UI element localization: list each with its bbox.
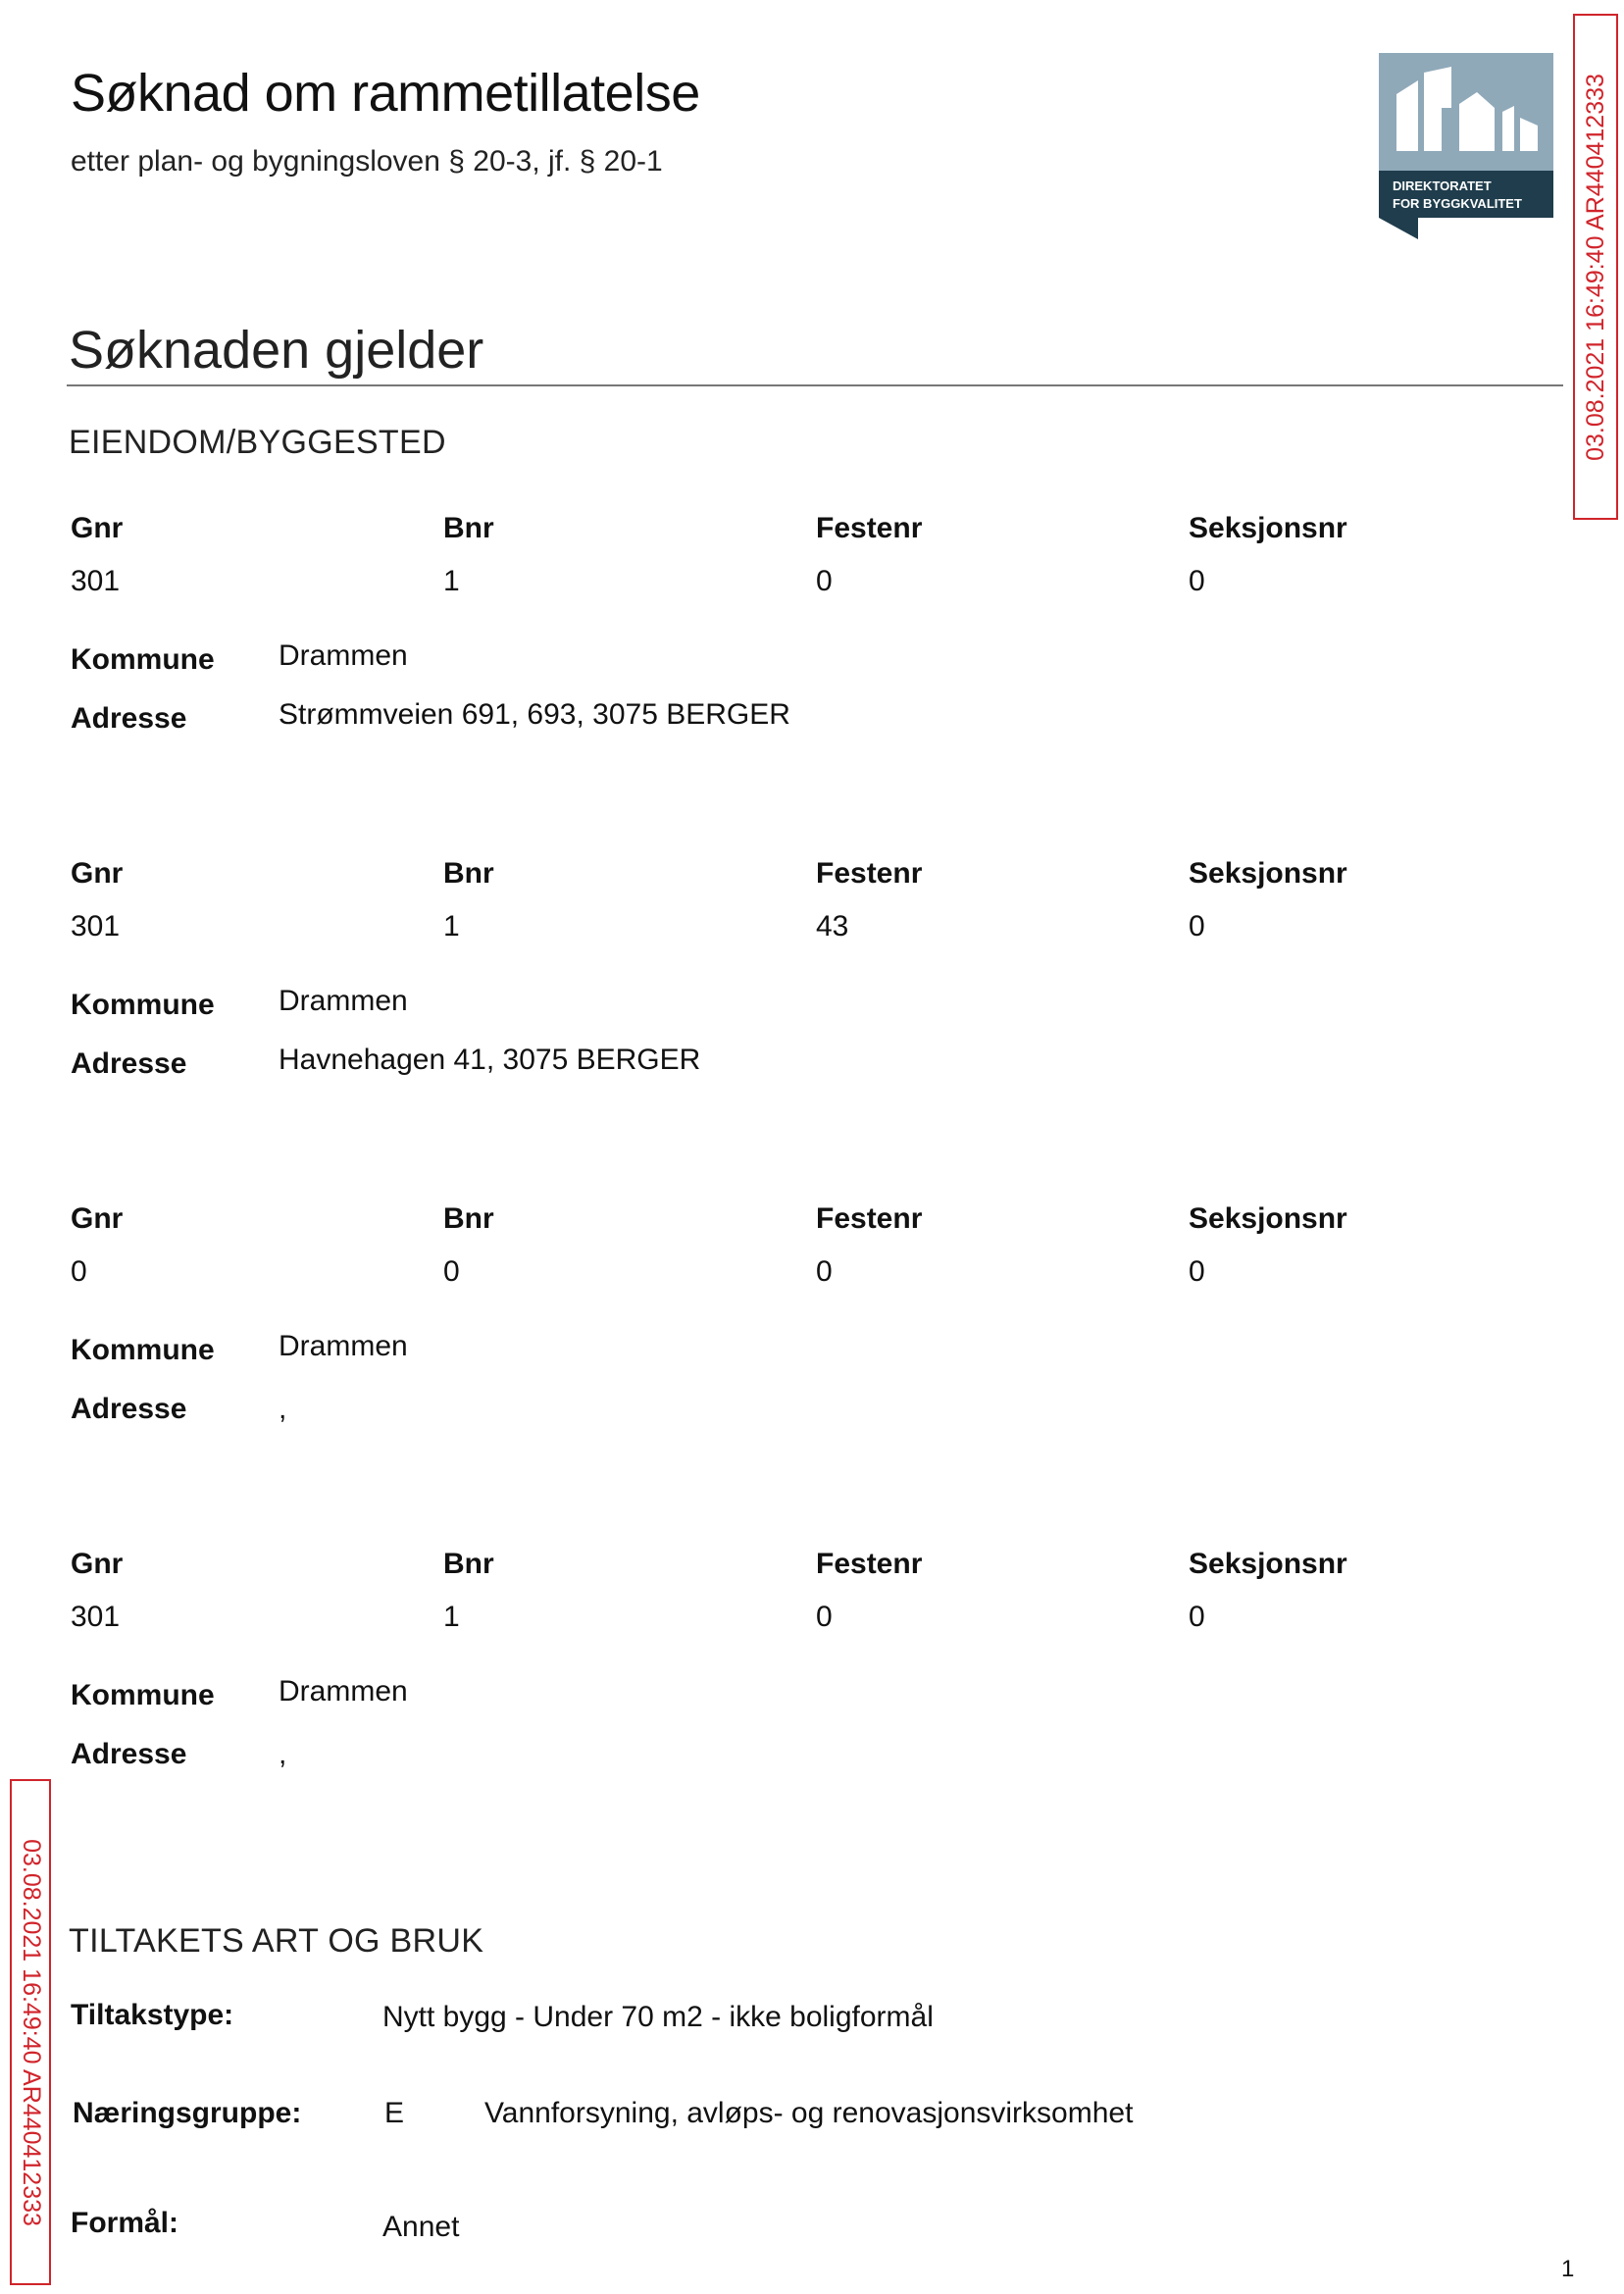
- kommune-label: Kommune: [71, 989, 215, 1021]
- adresse-value: Havnehagen 41, 3075 BERGER: [279, 1044, 701, 1076]
- col-label-gnr: Gnr: [71, 1548, 124, 1580]
- seksjonsnr-value: 0: [1189, 565, 1205, 597]
- adresse-label: Adresse: [71, 1738, 187, 1770]
- col-label-bnr: Bnr: [443, 1548, 494, 1580]
- col-label-bnr: Bnr: [443, 857, 494, 890]
- naeringsgruppe-label: Næringsgruppe:: [73, 2097, 302, 2129]
- festenr-value: 0: [816, 1601, 833, 1633]
- col-label-gnr: Gnr: [71, 512, 124, 544]
- kommune-label: Kommune: [71, 1334, 215, 1366]
- adresse-value: ,: [279, 1738, 287, 1770]
- bnr-value: 1: [443, 565, 460, 597]
- formal-label: Formål:: [71, 2207, 179, 2239]
- seksjonsnr-value: 0: [1189, 1255, 1205, 1288]
- kommune-value: Drammen: [279, 1675, 408, 1708]
- bnr-value: 1: [443, 910, 460, 943]
- col-label-festenr: Festenr: [816, 857, 923, 890]
- col-label-festenr: Festenr: [816, 512, 923, 544]
- kommune-value: Drammen: [279, 1330, 408, 1362]
- gnr-value: 0: [71, 1255, 87, 1288]
- section-title: Søknaden gjelder: [69, 321, 484, 380]
- festenr-value: 0: [816, 1255, 833, 1288]
- col-label-festenr: Festenr: [816, 1202, 923, 1235]
- naeringsgruppe-value: Vannforsyning, avløps- og renovasjonsvirksomhet: [484, 2097, 1134, 2129]
- timestamp-stamp-right: [1573, 14, 1618, 520]
- col-label-seksjonsnr: Seksjonsnr: [1189, 857, 1347, 890]
- stamp-text: 03.08.2021 16:49:40 AR440412333: [1581, 73, 1609, 461]
- page-title: Søknad om rammetillatelse: [71, 64, 700, 123]
- col-label-gnr: Gnr: [71, 1202, 124, 1235]
- col-label-seksjonsnr: Seksjonsnr: [1189, 1548, 1347, 1580]
- adresse-label: Adresse: [71, 1047, 187, 1080]
- logo-text-2: FOR BYGGKVALITET: [1393, 196, 1522, 211]
- kommune-value: Drammen: [279, 985, 408, 1017]
- kommune-value: Drammen: [279, 639, 408, 672]
- stamp-text: 03.08.2021 16:49:40 AR440412333: [17, 1838, 45, 2226]
- tiltak-heading: TILTAKETS ART OG BRUK: [69, 1922, 484, 1960]
- tiltakstype-label: Tiltakstype:: [71, 1999, 234, 2031]
- gnr-value: 301: [71, 910, 121, 943]
- col-label-seksjonsnr: Seksjonsnr: [1189, 1202, 1347, 1235]
- page-subtitle: etter plan- og bygningsloven § 20-3, jf. § 20-1: [71, 145, 663, 178]
- kommune-label: Kommune: [71, 643, 215, 676]
- kommune-label: Kommune: [71, 1679, 215, 1711]
- property-heading: EIENDOM/BYGGESTED: [69, 424, 446, 461]
- dibk-logo: [1379, 53, 1553, 239]
- bnr-value: 0: [443, 1255, 460, 1288]
- gnr-value: 301: [71, 1601, 121, 1633]
- seksjonsnr-value: 0: [1189, 910, 1205, 943]
- gnr-value: 301: [71, 565, 121, 597]
- festenr-value: 43: [816, 910, 849, 943]
- timestamp-stamp-left: [10, 1779, 51, 2285]
- logo-text-1: DIREKTORATET: [1393, 178, 1492, 193]
- col-label-bnr: Bnr: [443, 1202, 494, 1235]
- tiltakstype-value: Nytt bygg - Under 70 m2 - ikke boligformål: [382, 2001, 934, 2033]
- dibk-logo-graphic: [1379, 53, 1553, 239]
- adresse-value: ,: [279, 1393, 287, 1425]
- adresse-label: Adresse: [71, 702, 187, 735]
- col-label-gnr: Gnr: [71, 857, 124, 890]
- page-number: 1: [1561, 2256, 1575, 2282]
- section-divider: [67, 384, 1563, 386]
- col-label-festenr: Festenr: [816, 1548, 923, 1580]
- bnr-value: 1: [443, 1601, 460, 1633]
- adresse-value: Strømmveien 691, 693, 3075 BERGER: [279, 698, 790, 731]
- naeringsgruppe-code: E: [384, 2097, 405, 2129]
- festenr-value: 0: [816, 565, 833, 597]
- seksjonsnr-value: 0: [1189, 1601, 1205, 1633]
- col-label-bnr: Bnr: [443, 512, 494, 544]
- col-label-seksjonsnr: Seksjonsnr: [1189, 512, 1347, 544]
- formal-value: Annet: [382, 2211, 460, 2243]
- adresse-label: Adresse: [71, 1393, 187, 1425]
